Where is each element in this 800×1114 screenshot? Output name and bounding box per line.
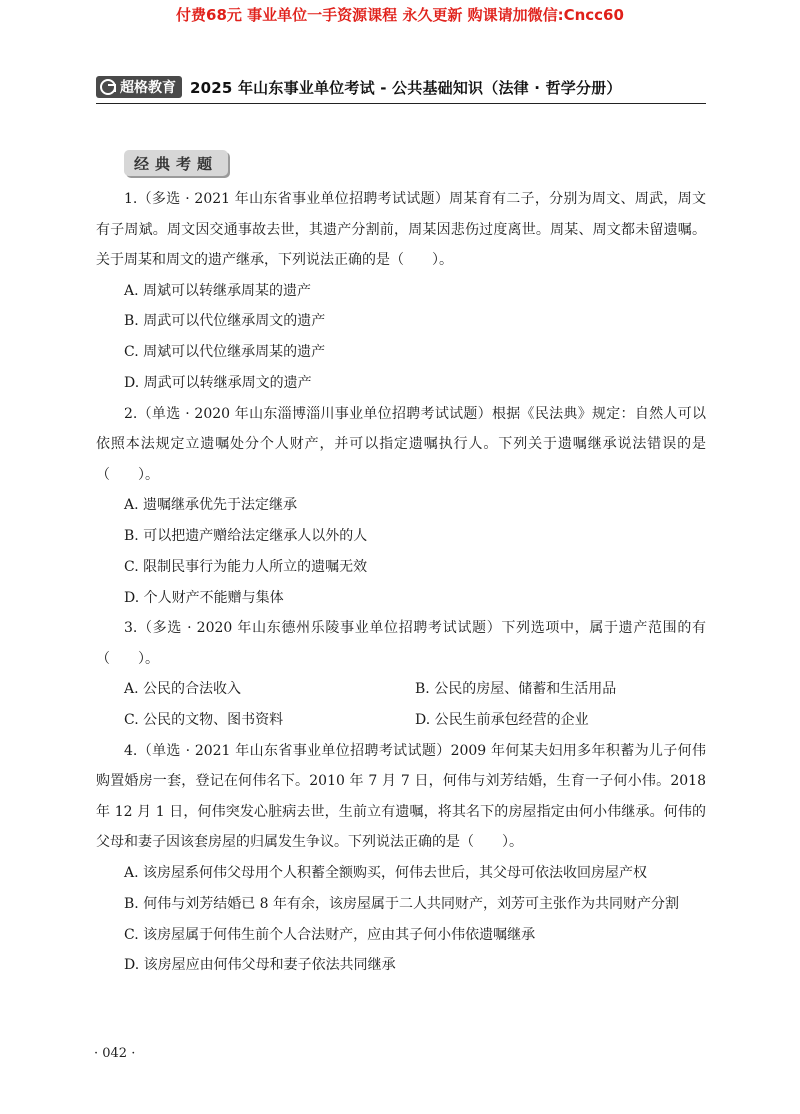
option-a: A. 遗嘱继承优先于法定继承	[124, 497, 298, 514]
option-d: D. 该房屋应由何伟父母和妻子依法共同继承	[124, 957, 396, 974]
question-4	[96, 736, 706, 981]
question-1	[96, 184, 706, 399]
option-b: B. 何伟与刘芳结婚已 8 年有余，该房屋属于二人共同财产，刘芳可主张作为共同财产分割	[124, 895, 679, 912]
logo-text: 超格教育	[120, 80, 176, 96]
option-c: C. 周斌可以代位继承周某的遗产	[124, 344, 326, 361]
option-d: D. 公民生前承包经营的企业	[415, 712, 589, 729]
header-title: 2025 年山东事业单位考试 - 公共基础知识（法律 · 哲学分册）	[190, 78, 622, 97]
question-text: 3.（多选 · 2020 年山东德州乐陵事业单位招聘考试试题）下列选项中，属于遗产范围的有（ ）。	[96, 620, 706, 667]
page-number: · 042 ·	[94, 1046, 136, 1061]
question-text: 4.（单选 · 2021 年山东省事业单位招聘考试试题）2009 年何某夫妇用多年积蓄为儿子何伟购置婚房一套，登记在何伟名下。2010 年 7 月 7 日，何伟与刘芳结婚，生育一子何小伟。2018 年 12 月 1 日，何伟突发心脏病去世，生前立有遗嘱，将其名下的房屋指定由何小伟继承。何伟的父母和妻子因该套房屋的归属发生争议。下列说法正确的是（ ）。	[96, 742, 706, 851]
option-b: B. 公民的房屋、储蓄和生活用品	[415, 681, 617, 698]
question-2	[96, 399, 706, 614]
option-c: C. 公民的文物、图书资料	[124, 712, 284, 729]
option-d: D. 个人财产不能赠与集体	[124, 589, 284, 606]
option-b: B. 周武可以代位继承周文的遗产	[124, 313, 326, 330]
option-row	[96, 674, 706, 705]
option-row	[96, 705, 706, 736]
section-label: 经典考题	[124, 150, 228, 176]
brand-logo	[96, 76, 182, 98]
option-b: B. 可以把遗产赠给法定继承人以外的人	[124, 527, 368, 544]
option-c: C. 限制民事行为能力人所立的遗嘱无效	[124, 558, 368, 575]
option-a: A. 周斌可以转继承周某的遗产	[124, 282, 312, 299]
option-a: A. 公民的合法收入	[124, 681, 242, 698]
question-list	[96, 184, 706, 981]
question-text: 2.（单选 · 2020 年山东淄博淄川事业单位招聘考试试题）根据《民法典》规定：自然人可以依照本法规定立遗嘱处分个人财产，并可以指定遗嘱执行人。下列关于遗嘱继承说法错误的是（ ）。	[96, 405, 706, 483]
question-3	[96, 613, 706, 736]
option-d: D. 周武可以转继承周文的遗产	[124, 374, 312, 391]
question-text: 1.（多选 · 2021 年山东省事业单位招聘考试试题）周某育有二子，分别为周文、周武，周文有子周斌。周文因交通事故去世，其遗产分割前，周某因悲伤过度离世。周某、周文都未留遗嘱。关于周某和周文的遗产继承，下列说法正确的是（ ）。	[96, 191, 706, 268]
header-divider	[96, 103, 706, 104]
logo-icon	[100, 79, 116, 95]
option-c: C. 该房屋属于何伟生前个人合法财产，应由其子何小伟依遗嘱继承	[124, 926, 536, 943]
ad-banner: 付费68元 事业单位一手资源课程 永久更新 购课请加微信:Cncc60	[176, 6, 624, 24]
page-header	[96, 74, 716, 100]
option-a: A. 该房屋系何伟父母用个人积蓄全额购买，何伟去世后，其父母可依法收回房屋产权	[124, 864, 648, 881]
